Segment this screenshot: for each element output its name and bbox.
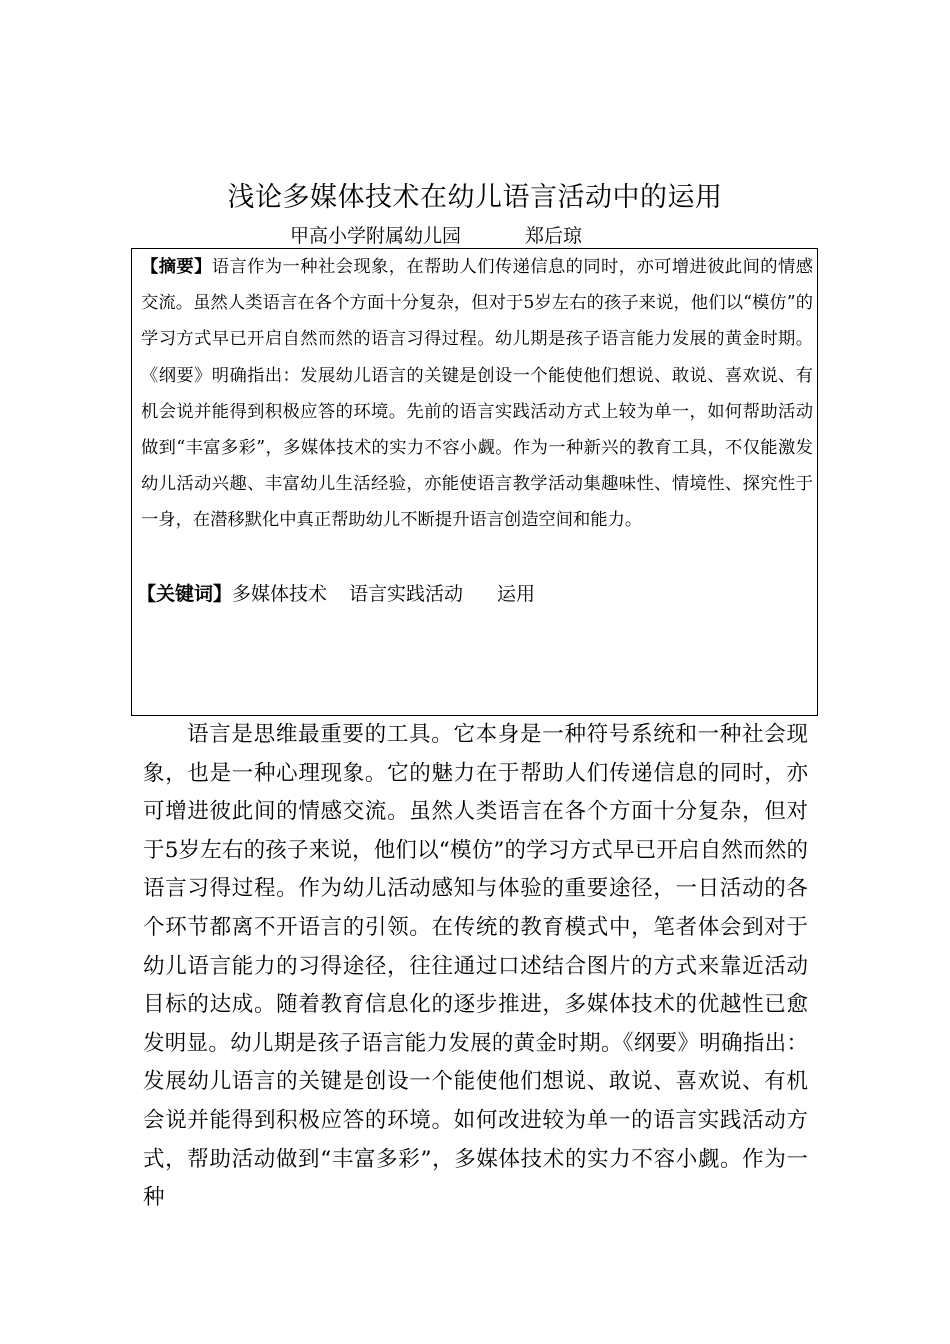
body-paragraph: 语言是思维最重要的工具。它本身是一种符号系统和一种社会现象，也是一种心理现象。它的魅力在于帮助人们传递信息的同时，亦可增进彼此间的情感交流。虽然人类语言在各个方面十分复杂，但对于5岁左右的孩子来说，他们以“模仿”的学习方式早已开启自然而然的语言习得过程。作为幼儿活动感知与体验的重要途径，一日活动的各个环节都离不开语言的引领。在传统的教育模式中，笔者体会到对于幼儿语言能力的习得途径，往往通过口述结合图片的方式来靠近活动目标的达成。随着教育信息化的逐步推进，多媒体技术的优越性已愈发明显。幼儿期是孩子语言能力发展的黄金时期。《纲要》明确指出：发展幼儿语言的关键是创设一个能使他们想说、敢说、喜欢说、有机会说并能得到积极应答的环境。如何改进较为单一的语言实践活动方式，帮助活动做到“丰富多彩”，多媒体技术的实力不容小觑。作为一种 [143,722,808,1211]
school-name: 甲高小学附属幼儿园 [290,225,462,247]
keywords-label: 【关键词】 [137,583,233,605]
abstract-text: 语言作为一种社会现象，在帮助人们传递信息的同时，亦可增进彼此间的情感交流。虽然人类语言在各个方面十分复杂，但对于5岁左右的孩子来说，他们以“模仿”的学习方式早已开启自然而然的语言习得过程。幼儿期是孩子语言能力发展的黄金时期。《纲要》明确指出：发展幼儿语言的关键是创设一个能使他们想说、敢说、喜欢说、有机会说并能得到积极应答的环境。先前的语言实践活动方式上较为单一，如何帮助活动做到“丰富多彩”，多媒体技术的实力不容小觑。作为一种新兴的教育工具，不仅能激发幼儿活动兴趣、丰富幼儿生活经验，亦能使语言教学活动集趣味性、情境性、探究性于一身，在潜移默化中真正帮助幼儿不断提升语言创造空间和能力。 [141,257,813,531]
document-title: 浅论多媒体技术在幼儿语言活动中的运用 [227,182,723,213]
keywords-line [137,579,535,609]
author-name: 郑后琼 [525,225,583,247]
keyword-item: 多媒体技术 [232,583,328,605]
byline [290,222,582,250]
keyword-item: 运用 [497,583,536,605]
abstract-label: 【摘要】 [141,257,212,277]
abstract-paragraph [141,249,813,539]
keyword-item: 语言实践活动 [349,583,464,605]
abstract-box [131,248,818,716]
